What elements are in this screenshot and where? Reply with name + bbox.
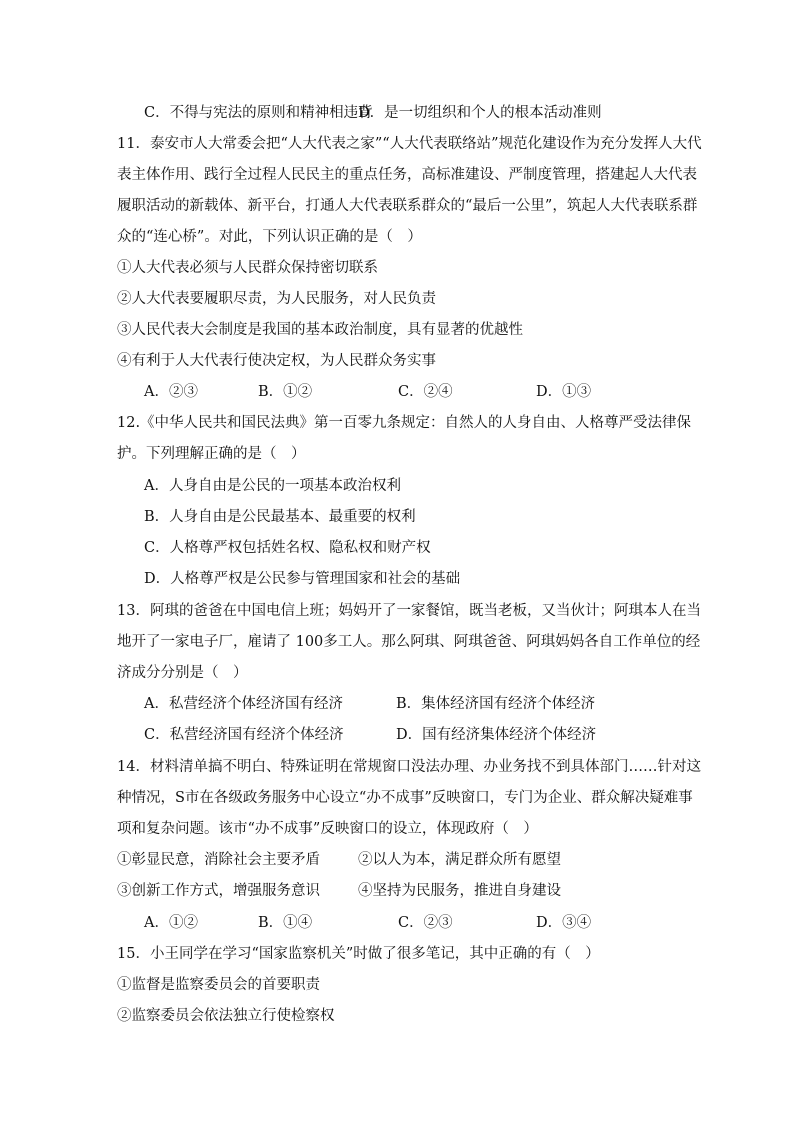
q13-option-b: B．集体经济国有经济个体经济 [396,696,596,712]
q12-option-a: A．人身自由是公民的一项基本政治权利 [144,478,401,494]
q11-option-a: A．②③ [144,384,198,400]
q14-statement-4: ④坚持为民服务，推进自身建设 [358,883,561,899]
q14-statement-1: ①彰显民意，消除社会主要矛盾 [117,852,320,868]
q13-option-a: A．私营经济个体经济国有经济 [144,696,343,712]
q14-statement-3: ③创新工作方式，增强服务意识 [117,883,320,899]
q13-stem-line: 济成分分别是（ ） [117,665,248,681]
q11-stem-line: 表主体作用、践行全过程人民民主的重点任务，高标准建设、严制度管理，搭建起人大代表 [117,167,697,183]
q13-option-d: D．国有经济集体经济个体经济 [396,727,597,743]
q12-stem-line: 12.《中华人民共和国民法典》第一百零九条规定：自然人的人身自由、人格尊严受法律保 [117,415,692,431]
q11-stem-line: 11．泰安市人大常委会把“人大代表之家”“人大代表联络站”规范化建设作为充分发挥人大代 [117,136,702,152]
q10-option-d: D．是一切组织和个人的根本活动准则 [358,105,602,121]
q15-statement-2: ②监察委员会依法独立行使检察权 [117,1008,335,1024]
q13-stem-line: 13．阿琪的爸爸在中国电信上班；妈妈开了一家餐馆，既当老板，又当伙计；阿琪本人在当 [117,603,701,619]
q11-statement-3: ③人民代表大会制度是我国的基本政治制度，具有显著的优越性 [117,322,523,338]
q14-statement-2: ②以人为本，满足群众所有愿望 [358,852,561,868]
q11-statement-4: ④有利于人大代表行使决定权，为人民群众务实事 [117,353,436,369]
q14-option-d: D．③④ [536,915,592,931]
q14-stem-line: 种情况，S市在各级政务服务中心设立“办不成事”反映窗口，专门为企业、群众解决疑难事 [117,790,693,806]
q11-option-b: B．①② [258,384,313,400]
q11-stem-line: 履职活动的新载体、新平台，打通人大代表联系群众的“最后一公里”，筑起人大代表联系群 [117,198,698,214]
q14-stem-line: 项和复杂问题。该市“办不成事”反映窗口的设立，体现政府（ ） [117,821,538,837]
q12-option-b: B．人身自由是公民最基本、最重要的权利 [144,509,416,525]
q12-option-c: C．人格尊严权包括姓名权、隐私权和财产权 [144,540,431,556]
q13-stem-line: 地开了一家电子厂，雇请了 100多工人。那么阿琪、阿琪爸爸、阿琪妈妈各自工作单位的经 [117,634,701,650]
q14-option-c: C．②③ [398,915,453,931]
q11-option-c: C．②④ [398,384,453,400]
q14-stem-line: 14．材料清单搞不明白、特殊证明在常规窗口没法办理、办业务找不到具体部门……针对这 [117,759,701,775]
q11-statement-2: ②人大代表要履职尽责，为人民服务，对人民负责 [117,291,436,307]
q14-option-a: A．①② [144,915,198,931]
q13-option-c: C．私营经济国有经济个体经济 [144,727,344,743]
q10-option-c: C．不得与宪法的原则和精神相违背 [144,105,373,121]
q14-option-b: B．①④ [258,915,313,931]
q11-stem-line: 众的“连心桥”。对此，下列认识正确的是（ ） [117,229,422,245]
q11-statement-1: ①人大代表必须与人民群众保持密切联系 [117,260,378,276]
q11-option-d: D．①③ [536,384,592,400]
q15-stem-line: 15．小王同学在学习“国家监察机关”时做了很多笔记，其中正确的有（ ） [117,946,600,962]
q12-stem-line: 护。下列理解正确的是（ ） [117,446,306,462]
q12-option-d: D．人格尊严权是公民参与管理国家和社会的基础 [144,571,461,587]
q15-statement-1: ①监督是监察委员会的首要职责 [117,977,320,993]
